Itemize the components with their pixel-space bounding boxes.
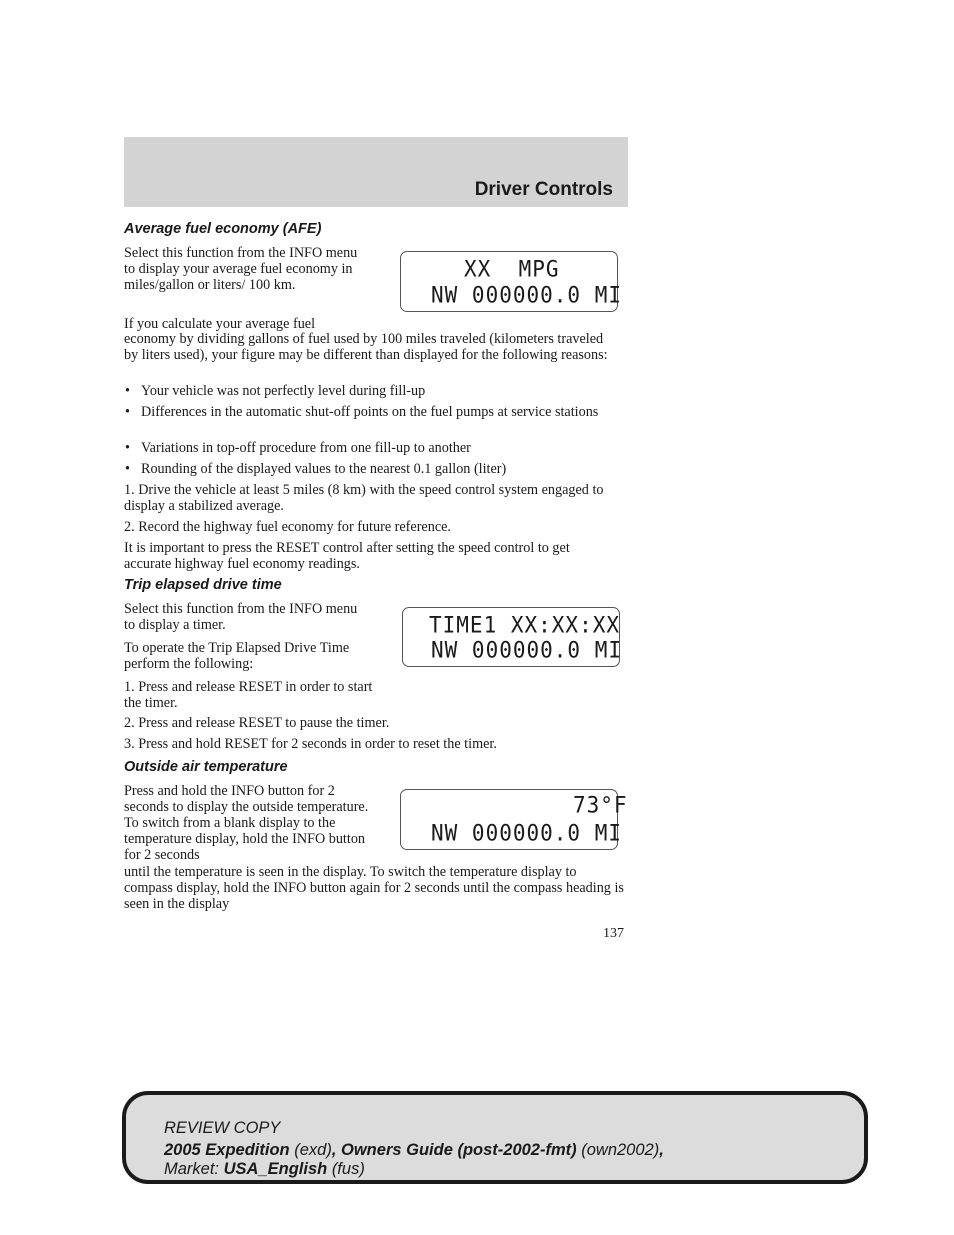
list-item: • Variations in top-off procedure from one fill-up to another bbox=[125, 440, 471, 456]
footer-guide: Owners Guide (post-2002-fmt) bbox=[341, 1141, 577, 1159]
page-title: Driver Controls bbox=[474, 179, 613, 200]
afe-step-1: 1. Drive the vehicle at least 5 miles (8 km) with the speed control system engaged to display a stabilized average. bbox=[124, 482, 604, 514]
afe-display bbox=[400, 251, 623, 312]
trip-paragraph-1: Select this function from the INFO menu to display a timer. bbox=[124, 601, 358, 633]
afe-paragraph-2 bbox=[124, 316, 614, 363]
section-heading-oat: Outside air temperature bbox=[124, 759, 288, 775]
bullet-icon: • bbox=[125, 383, 130, 399]
list-item: • Differences in the automatic shut-off points on the fuel pumps at service stations bbox=[125, 404, 599, 420]
list-item: • Your vehicle was not perfectly level during fill-up bbox=[125, 383, 426, 399]
afe-step-2: 2. Record the highway fuel economy for future reference. bbox=[124, 519, 451, 535]
trip-step-3: 3. Press and hold RESET for 2 seconds in order to reset the timer. bbox=[124, 736, 497, 752]
page-number: 137 bbox=[603, 926, 624, 941]
section-heading-afe: Average fuel economy (AFE) bbox=[124, 221, 322, 237]
afe-paragraph-2-rest: economy by dividing gallons of fuel used by 100 miles traveled (kilometers traveled by liters used), your figure may be different than displayed for the following reasons: bbox=[124, 331, 608, 363]
trip-display-line-2: NW 000000.0 MI bbox=[431, 637, 623, 663]
footer-review-label: REVIEW COPY bbox=[164, 1119, 281, 1137]
trip-display bbox=[402, 607, 623, 667]
footer-market: USA_English bbox=[223, 1160, 328, 1178]
footer-model-code: (exd) bbox=[294, 1141, 332, 1159]
footer-line-2 bbox=[164, 1141, 664, 1160]
afe-paragraph-2-line-1: If you calculate your average fuel bbox=[124, 316, 316, 332]
footer-model: 2005 Expedition bbox=[164, 1141, 290, 1159]
oat-display bbox=[400, 789, 628, 850]
oat-paragraph-1-continued: until the temperature is seen in the display. To switch the temperature display to compass display, hold the INFO button again for 2 seconds until the compass heading is seen in the display bbox=[124, 864, 624, 912]
afe-display-line-2: NW 000000.0 MI bbox=[431, 282, 623, 308]
afe-display-line-1: XX MPG bbox=[464, 256, 560, 282]
afe-paragraph-1: Select this function from the INFO menu to display your average fuel economy in miles/gallon or liters/ 100 km. bbox=[124, 245, 358, 293]
oat-display-line-2: NW 000000.0 MI bbox=[431, 820, 623, 846]
footer-market-label: Market: bbox=[164, 1160, 220, 1178]
bullet-icon: • bbox=[125, 440, 130, 456]
bullet-icon: • bbox=[125, 404, 130, 420]
header-band bbox=[124, 137, 628, 207]
footer-guide-code: (own2002) bbox=[581, 1141, 660, 1159]
bullet-icon: • bbox=[125, 461, 130, 477]
trip-display-line-1: TIME1 XX:XX:XX bbox=[429, 612, 621, 638]
section-heading-trip: Trip elapsed drive time bbox=[124, 577, 282, 593]
list-item: • Rounding of the displayed values to the nearest 0.1 gallon (liter) bbox=[125, 461, 507, 477]
trip-step-1: 1. Press and release RESET in order to start the timer. bbox=[124, 679, 373, 711]
footer-market-code: (fus) bbox=[331, 1160, 365, 1178]
trip-step-2: 2. Press and release RESET to pause the timer. bbox=[124, 715, 390, 731]
review-copy-footer bbox=[122, 1091, 868, 1184]
trip-paragraph-2: To operate the Trip Elapsed Drive Time perform the following: bbox=[124, 640, 350, 672]
footer-separator: , bbox=[331, 1141, 337, 1159]
footer-line-3 bbox=[164, 1160, 365, 1179]
oat-paragraph-1: Press and hold the INFO button for 2 seconds to display the outside temperature. To switch from a blank display to the temperature display, hold the INFO button for 2 seconds bbox=[124, 783, 369, 863]
oat-display-line-1: 73°F bbox=[573, 792, 628, 818]
footer-separator: , bbox=[659, 1141, 664, 1159]
afe-note: It is important to press the RESET control after setting the speed control to get accurate highway fuel economy readings. bbox=[124, 540, 570, 572]
